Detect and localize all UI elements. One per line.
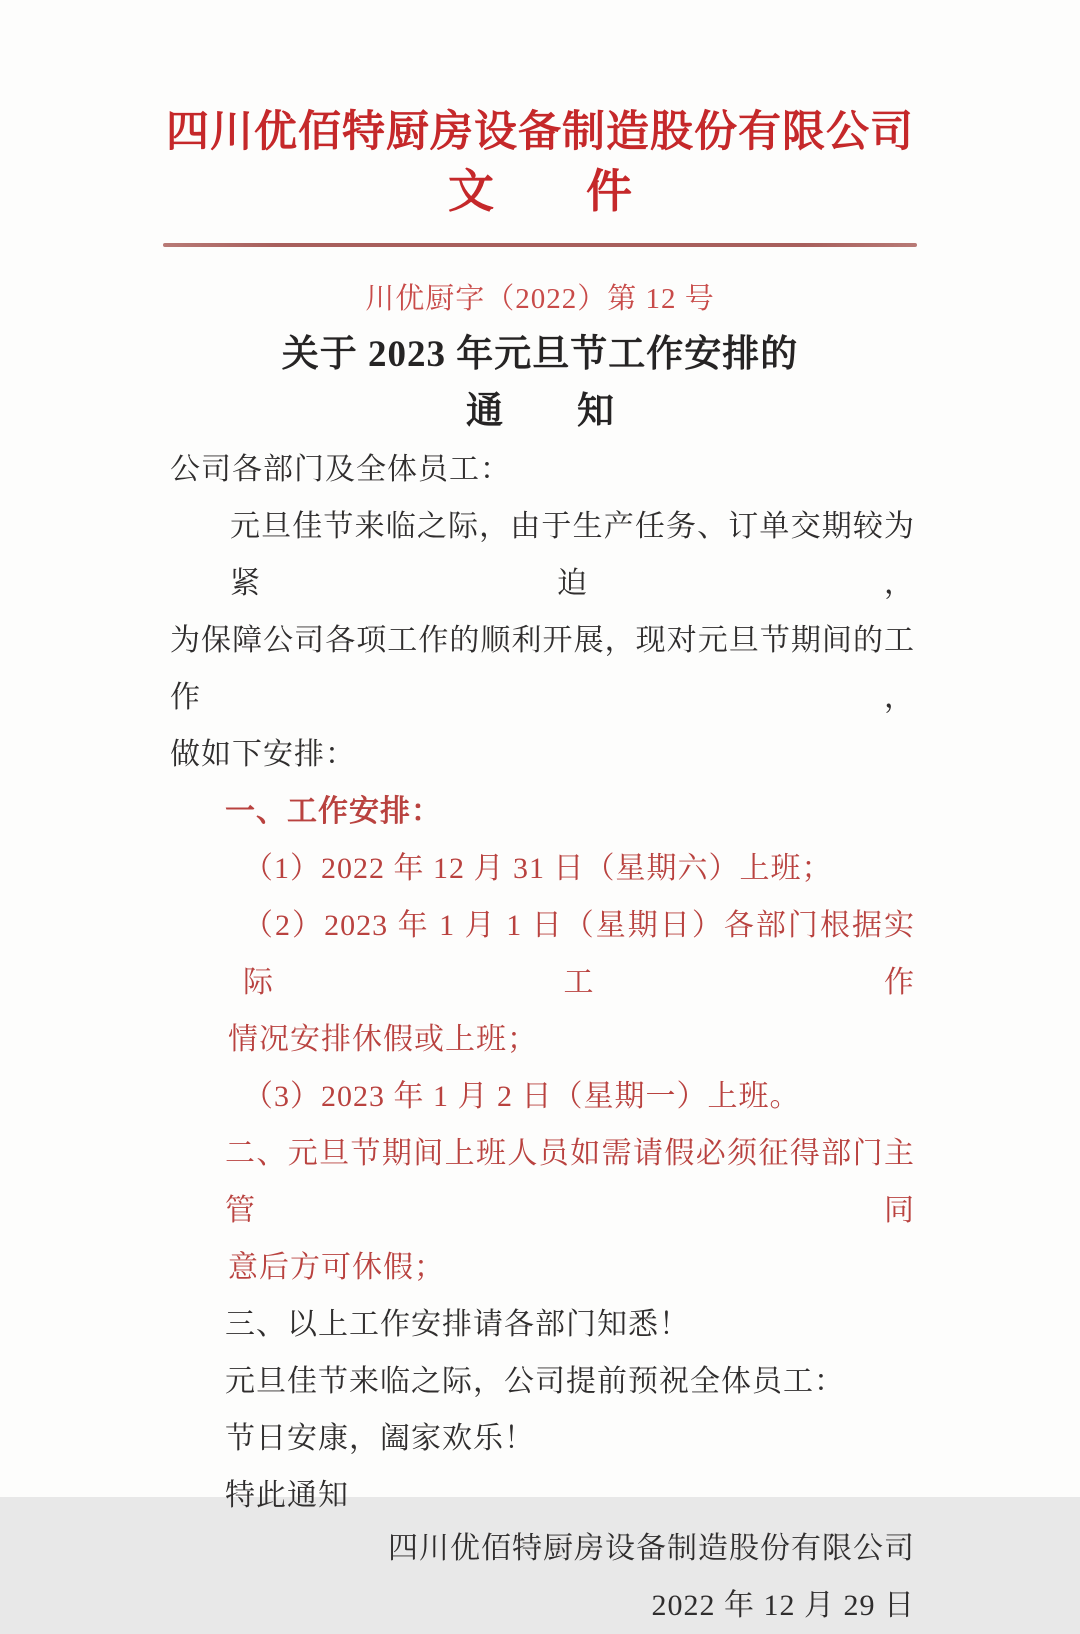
- body-line-section-2-cont: 意后方可休假；: [228, 1251, 445, 1284]
- header-doc-word: 文 件: [448, 166, 632, 217]
- signature-company: 四川优佰特厨房设备制造股份有限公司: [388, 1532, 915, 1565]
- doc-number: 川优厨字（2022）第 12 号: [365, 283, 715, 315]
- body-line-wish-2: 节日安康，阖家欢乐！: [225, 1422, 535, 1455]
- body-line-intro-2: 为保障公司各项工作的顺利开展，现对元旦节期间的工作，: [170, 624, 915, 714]
- notice-title-line1: 关于 2023 年元旦节工作安排的: [281, 334, 799, 375]
- body-line-item-2: （2）2023 年 1 月 1 日（星期日）各部门根据实际工作: [243, 909, 915, 999]
- body-line-wish-1: 元旦佳节来临之际，公司提前预祝全体员工：: [225, 1365, 845, 1398]
- signature-date: 2022 年 12 月 29 日: [651, 1589, 915, 1622]
- notice-body: [0, 441, 1080, 1524]
- header-company-name: 四川优佰特厨房设备制造股份有限公司: [166, 109, 914, 156]
- body-line-section-2: 二、元旦节期间上班人员如需请假必须征得部门主管同: [225, 1137, 915, 1227]
- notice-title-line2: 通 知: [466, 391, 614, 432]
- body-line-intro-1: 元旦佳节来临之际，由于生产任务、订单交期较为紧迫，: [230, 510, 915, 600]
- body-line-intro-3: 做如下安排：: [170, 738, 356, 771]
- body-line-section-3: 三、以上工作安排请各部门知悉！: [225, 1308, 690, 1341]
- signature-block: [0, 1520, 1080, 1634]
- body-line-salutation: 公司各部门及全体员工：: [170, 453, 511, 486]
- header-divider: [163, 243, 917, 247]
- body-line-item-3: （3）2023 年 1 月 2 日（星期一）上班。: [243, 1080, 801, 1113]
- body-line-closing: 特此通知: [225, 1479, 349, 1512]
- body-line-section-1: 一、工作安排：: [225, 795, 442, 828]
- body-line-item-2-cont: 情况安排休假或上班；: [228, 1023, 538, 1056]
- body-line-item-1: （1）2022 年 12 月 31 日（星期六）上班；: [243, 852, 833, 885]
- document-header: [0, 105, 1080, 247]
